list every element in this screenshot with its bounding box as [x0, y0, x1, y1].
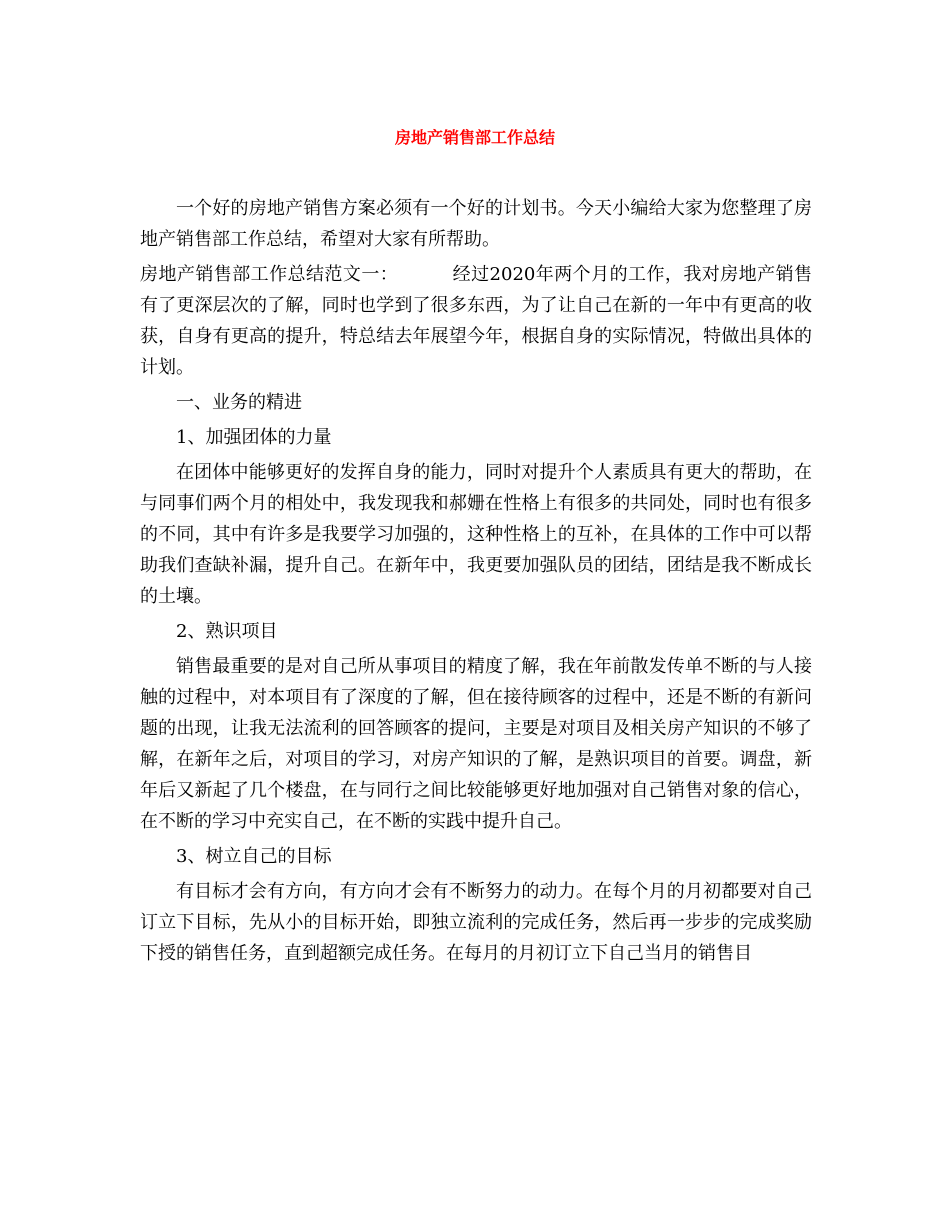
item-paragraph-3: 有目标才会有方向，有方向才会有不断努力的动力。在每个月的月初都要对自己订立下目标，先从小的目标开始，即独立流利的完成任务，然后再一步步的完成奖励下授的销售任务，直到超额完成任务。在每月的月初订立下自己当月的销售目 — [140, 881, 812, 964]
item-heading-2: 2、熟识项目 — [176, 621, 278, 642]
intro-paragraph: 一个好的房地产销售方案必须有一个好的计划书。今天小编给大家为您整理了房地产销售部工作总结，希望对大家有所帮助。 — [140, 198, 812, 250]
document-body — [140, 193, 812, 973]
section-heading-1: 一、业务的精进 — [176, 392, 302, 413]
sample-text: 经过2020年两个月的工作，我对房地产销售有了更深层次的了解，同时也学到了很多东西，为了让自己在新的一年中有更高的收获，自身有更高的提升，特总结去年展望今年，根据自身的实际情况，特做出具体的计划。 — [140, 264, 813, 378]
sample-label: 房地产销售部工作总结范文一： — [140, 264, 399, 285]
item-heading-3: 3、树立自己的目标 — [176, 846, 332, 867]
document-title: 房地产销售部工作总结 — [394, 128, 555, 147]
item-heading-1: 1、加强团体的力量 — [176, 427, 332, 448]
item-paragraph-1: 在团体中能够更好的发挥自身的能力，同时对提升个人素质具有更大的帮助，在与同事们两个月的相处中，我发现我和郝姗在性格上有很多的共同处，同时也有很多的不同，其中有许多是我要学习加强的，这种性格上的互补，在具体的工作中可以帮助我们查缺补漏，提升自己。在新年中，我更要加强队员的团结，团结是我不断成长的土壤。 — [140, 462, 812, 607]
item-paragraph-2: 销售最重要的是对自己所从事项目的精度了解，我在年前散发传单不断的与人接触的过程中，对本项目有了深度的了解，但在接待顾客的过程中，还是不断的有新问题的出现，让我无法流利的回答顾客的提问，主要是对项目及相关房产知识的不够了解，在新年之后，对项目的学习，对房产知识的了解，是熟识项目的首要。调盘，新年后又新起了几个楼盘，在与同行之间比较能够更好地加强对自己销售对象的信心，在不断的学习中充实自己，在不断的实践中提升自己。 — [140, 656, 812, 832]
sample-paragraph — [140, 259, 812, 383]
